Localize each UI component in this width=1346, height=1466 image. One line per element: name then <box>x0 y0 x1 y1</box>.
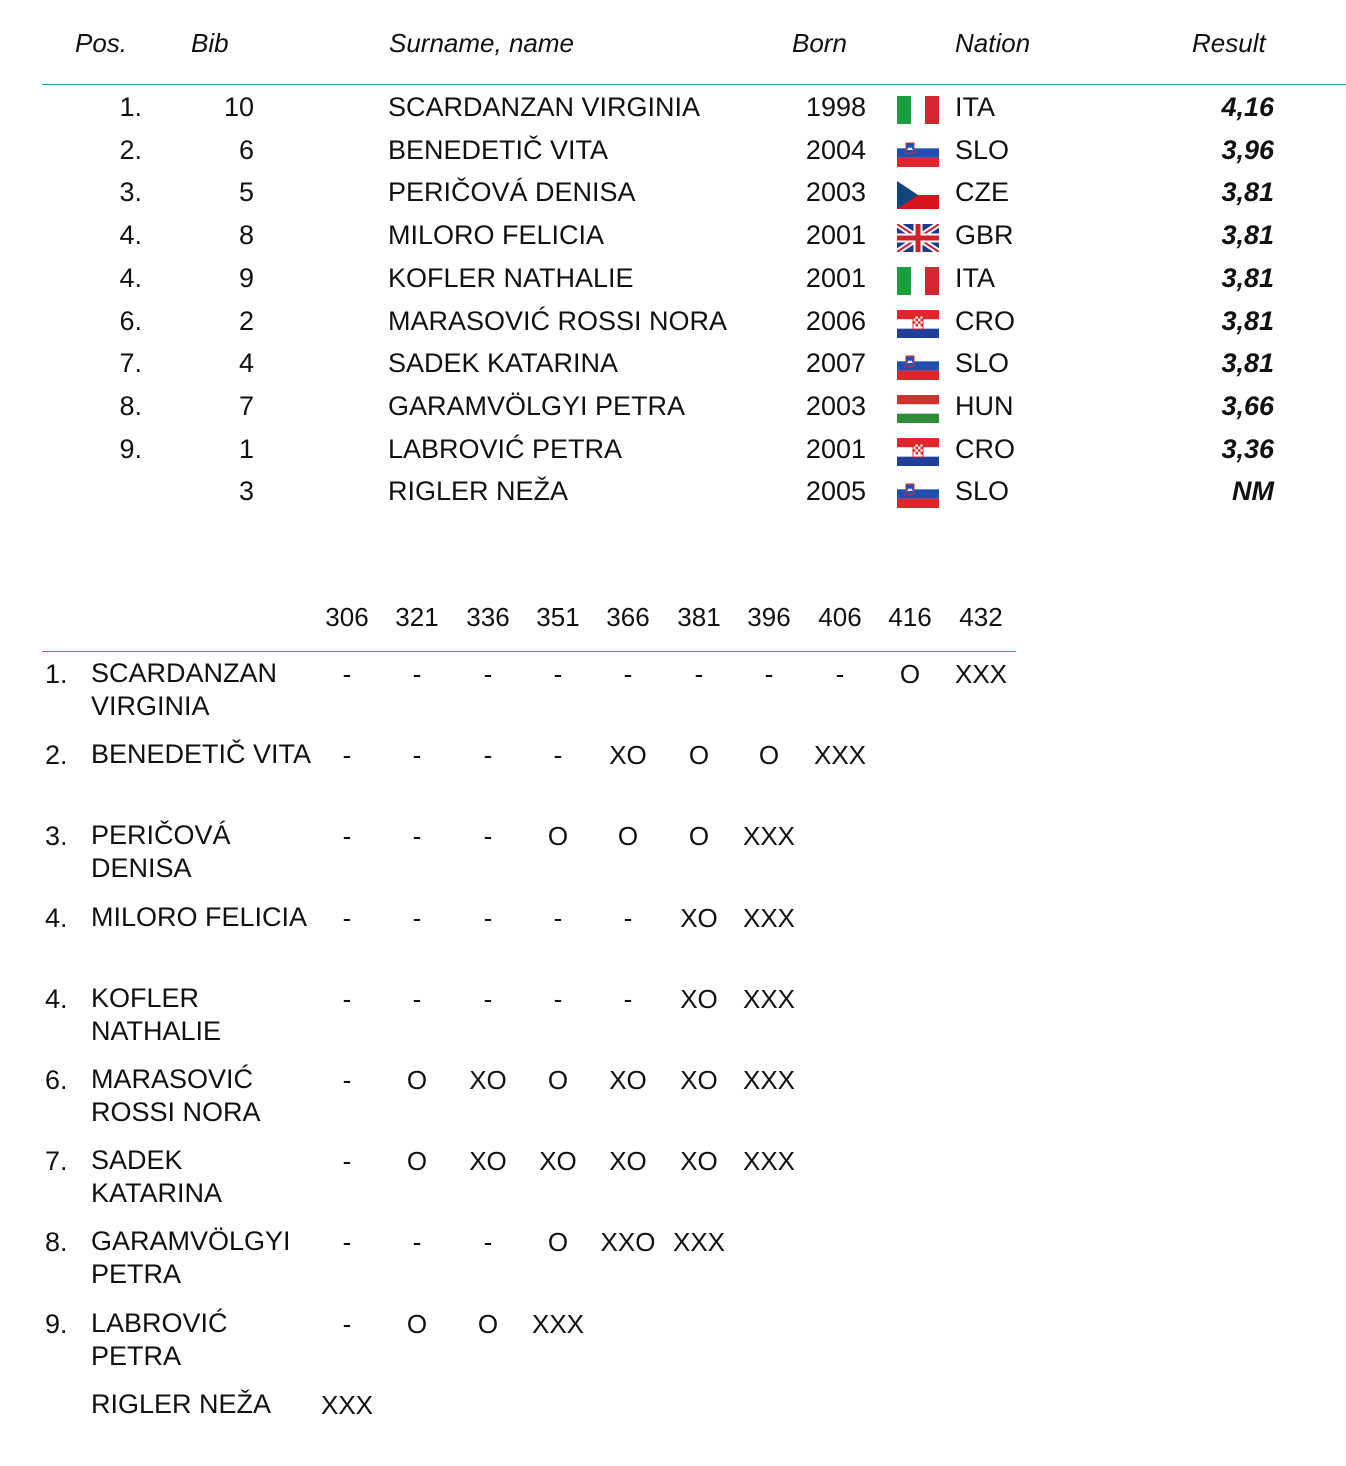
italy-flag <box>897 267 939 295</box>
header-pos: Pos. <box>75 28 128 58</box>
result-born: 2005 <box>805 476 866 507</box>
progression-athlete-name: BENEDETIČ VITA <box>91 739 312 770</box>
result-nation: ITA <box>955 262 995 293</box>
attempt-cell: XXX <box>742 983 796 1014</box>
attempt-cell: XO <box>680 983 718 1014</box>
progression-athlete-name: MARASOVIĆ ROSSI NORA <box>91 1064 261 1127</box>
attempt-cell: O <box>406 1065 428 1095</box>
attempt-cell: - <box>483 1227 493 1258</box>
result-mark: 3,81 <box>1221 305 1274 336</box>
attempt-cell: O <box>547 821 569 852</box>
attempt-cell: - <box>342 659 352 689</box>
result-athlete-name: LABROVIĆ PETRA <box>388 433 623 464</box>
attempt-cell: - <box>412 902 422 933</box>
result-mark: 3,96 <box>1221 134 1274 165</box>
height-label: 351 <box>536 602 580 632</box>
result-mark: 4,16 <box>1221 92 1274 122</box>
result-mark: 3,36 <box>1221 433 1274 464</box>
attempt-cell: XXX <box>320 1389 374 1420</box>
result-pos: 3. <box>119 177 142 208</box>
result-bib: 4 <box>238 348 254 379</box>
attempt-cell: O <box>547 1065 569 1095</box>
result-bib: 10 <box>223 92 254 122</box>
height-label: 306 <box>325 602 369 632</box>
header-name: Surname, name <box>389 28 574 58</box>
result-born: 2001 <box>805 262 866 293</box>
attempt-cell: XO <box>539 1146 577 1177</box>
result-bib: 6 <box>238 134 254 165</box>
result-bib: 5 <box>238 177 254 208</box>
result-pos: 4. <box>119 220 142 251</box>
result-athlete-name: MARASOVIĆ ROSSI NORA <box>388 305 728 336</box>
attempt-cell: O <box>688 740 710 771</box>
progression-athlete-name: PERIČOVÁ DENISA <box>91 820 231 884</box>
progression-pos: 9. <box>45 1308 68 1339</box>
header-bib: Bib <box>191 28 229 58</box>
attempt-cell: - <box>553 659 563 689</box>
result-mark: 3,81 <box>1221 220 1274 251</box>
attempt-cell: XXX <box>813 740 867 771</box>
slovenia-flag <box>897 139 939 167</box>
progression-pos: 8. <box>45 1227 68 1258</box>
hungary-flag <box>897 395 939 423</box>
result-bib: 8 <box>238 220 254 251</box>
result-bib: 9 <box>238 262 254 293</box>
attempt-cell: - <box>835 659 845 689</box>
attempt-cell: - <box>342 902 352 933</box>
result-pos: 7. <box>119 348 142 379</box>
attempt-cell: - <box>553 740 563 771</box>
result-mark: 3,81 <box>1221 262 1274 293</box>
attempt-cell: - <box>342 1065 352 1095</box>
croatia-flag <box>897 310 939 338</box>
result-nation: SLO <box>955 134 1010 165</box>
attempt-cell: - <box>483 740 493 771</box>
attempt-cell: - <box>342 821 352 852</box>
attempt-cell: XO <box>609 1065 647 1095</box>
attempt-cell: XO <box>609 1146 647 1177</box>
attempt-cell: O <box>547 1227 569 1258</box>
attempt-cell: - <box>342 983 352 1014</box>
attempt-cell: XXX <box>531 1308 585 1339</box>
attempt-cell: - <box>553 983 563 1014</box>
attempt-cell: XO <box>469 1065 507 1095</box>
attempt-cell: O <box>617 821 639 852</box>
result-pos: 8. <box>119 390 142 421</box>
result-mark: 3,66 <box>1221 390 1274 421</box>
progression-pos: 6. <box>45 1065 68 1095</box>
header-nation: Nation <box>955 28 1031 58</box>
result-born: 2006 <box>805 305 866 336</box>
result-pos: 2. <box>119 134 142 165</box>
uk-flag <box>897 224 939 252</box>
attempt-cell: XO <box>680 902 718 933</box>
attempt-cell: XO <box>469 1146 507 1177</box>
result-bib: 1 <box>238 433 254 464</box>
result-bib: 7 <box>238 390 254 421</box>
result-nation: SLO <box>955 476 1010 507</box>
slovenia-flag <box>897 480 939 508</box>
attempt-cell: XXO <box>600 1227 656 1258</box>
result-bib: 3 <box>238 476 254 507</box>
result-athlete-name: SCARDANZAN VIRGINIA <box>388 92 701 122</box>
progression-athlete-name: SADEK KATARINA <box>91 1145 223 1209</box>
slovenia-flag <box>897 352 939 380</box>
attempt-cell: - <box>483 659 493 689</box>
attempt-cell: - <box>483 902 493 933</box>
attempt-cell: - <box>342 740 352 771</box>
attempt-cell: - <box>412 983 422 1014</box>
results-header-divider <box>42 84 1346 85</box>
attempt-cell: - <box>342 1227 352 1258</box>
result-born: 2004 <box>805 134 866 165</box>
result-born: 2003 <box>805 390 866 421</box>
progression-pos: 1. <box>45 659 68 689</box>
result-athlete-name: RIGLER NEŽA <box>388 476 569 507</box>
height-label: 406 <box>818 602 862 632</box>
height-label: 336 <box>466 602 510 632</box>
attempt-cell: O <box>688 821 710 852</box>
attempt-cell: XXX <box>742 902 796 933</box>
result-pos: 4. <box>119 262 142 293</box>
result-nation: ITA <box>955 92 995 122</box>
attempt-cell: XXX <box>742 821 796 852</box>
attempt-cell: XXX <box>954 659 1008 689</box>
result-athlete-name: KOFLER NATHALIE <box>388 262 634 293</box>
result-pos: 6. <box>119 305 142 336</box>
attempt-cell: - <box>342 1308 352 1339</box>
attempt-cell: - <box>483 983 493 1014</box>
heights-header-divider <box>42 651 1016 652</box>
progression-pos: 2. <box>45 740 68 771</box>
result-nation: HUN <box>955 390 1014 421</box>
progression-athlete-name: GARAMVÖLGYI PETRA <box>91 1226 291 1290</box>
progression-athlete-name: LABROVIĆ PETRA <box>91 1307 228 1371</box>
result-born: 2001 <box>805 220 866 251</box>
height-label: 416 <box>888 602 932 632</box>
progression-athlete-name: KOFLER NATHALIE <box>91 982 222 1046</box>
result-bib: 2 <box>238 305 254 336</box>
result-nation: SLO <box>955 348 1010 379</box>
progression-pos: 4. <box>45 902 68 933</box>
attempt-cell: O <box>406 1146 428 1177</box>
progression-athlete-name: RIGLER NEŽA <box>91 1388 272 1419</box>
progression-athlete-name: MILORO FELICIA <box>91 901 308 932</box>
result-athlete-name: SADEK KATARINA <box>388 348 619 379</box>
croatia-flag <box>897 438 939 466</box>
attempt-cell: XO <box>680 1065 718 1095</box>
result-athlete-name: BENEDETIČ VITA <box>388 134 609 165</box>
height-label: 432 <box>959 602 1003 632</box>
attempt-cell: XXX <box>742 1146 796 1177</box>
result-born: 2001 <box>805 433 866 464</box>
attempt-cell: XXX <box>672 1227 726 1258</box>
attempt-cell: XXX <box>742 1065 796 1095</box>
attempt-cell: - <box>412 659 422 689</box>
result-born: 2007 <box>805 348 866 379</box>
attempt-cell: - <box>412 740 422 771</box>
attempt-cell: O <box>758 740 780 771</box>
result-born: 1998 <box>805 92 866 122</box>
result-nation: CRO <box>955 305 1015 336</box>
italy-flag <box>897 96 939 124</box>
attempt-cell: - <box>412 1227 422 1258</box>
height-label: 321 <box>395 602 439 632</box>
progression-pos: 4. <box>45 983 68 1014</box>
result-athlete-name: PERIČOVÁ DENISA <box>388 177 636 208</box>
attempt-cell: - <box>623 659 633 689</box>
progression-pos: 3. <box>45 821 68 852</box>
header-result: Result <box>1192 28 1266 58</box>
attempt-cell: - <box>553 902 563 933</box>
height-label: 381 <box>677 602 721 632</box>
result-nation: CZE <box>955 177 1009 208</box>
attempt-cell: O <box>406 1308 428 1339</box>
attempt-cell: - <box>483 821 493 852</box>
attempt-cell: - <box>623 902 633 933</box>
attempt-cell: O <box>899 659 921 689</box>
result-pos: 1. <box>119 92 142 122</box>
result-nation: GBR <box>955 220 1014 251</box>
attempt-cell: - <box>412 821 422 852</box>
attempt-cell: - <box>342 1146 352 1177</box>
result-mark: 3,81 <box>1221 348 1274 379</box>
height-label: 366 <box>606 602 650 632</box>
header-born: Born <box>792 28 847 58</box>
height-label: 396 <box>747 602 791 632</box>
result-nation: CRO <box>955 433 1015 464</box>
attempt-cell: XO <box>609 740 647 771</box>
result-pos: 9. <box>119 433 142 464</box>
result-mark: NM <box>1232 476 1274 507</box>
czechia-flag <box>897 181 939 209</box>
progression-pos: 7. <box>45 1146 68 1177</box>
result-mark: 3,81 <box>1221 177 1274 208</box>
attempt-cell: - <box>623 983 633 1014</box>
attempt-cell: - <box>694 659 704 689</box>
attempt-cell: XO <box>680 1146 718 1177</box>
result-born: 2003 <box>805 177 866 208</box>
result-athlete-name: GARAMVÖLGYI PETRA <box>388 390 686 421</box>
attempt-cell: - <box>764 659 774 689</box>
result-athlete-name: MILORO FELICIA <box>388 220 605 251</box>
attempt-cell: O <box>477 1308 499 1339</box>
progression-athlete-name: SCARDANZAN VIRGINIA <box>91 658 278 721</box>
